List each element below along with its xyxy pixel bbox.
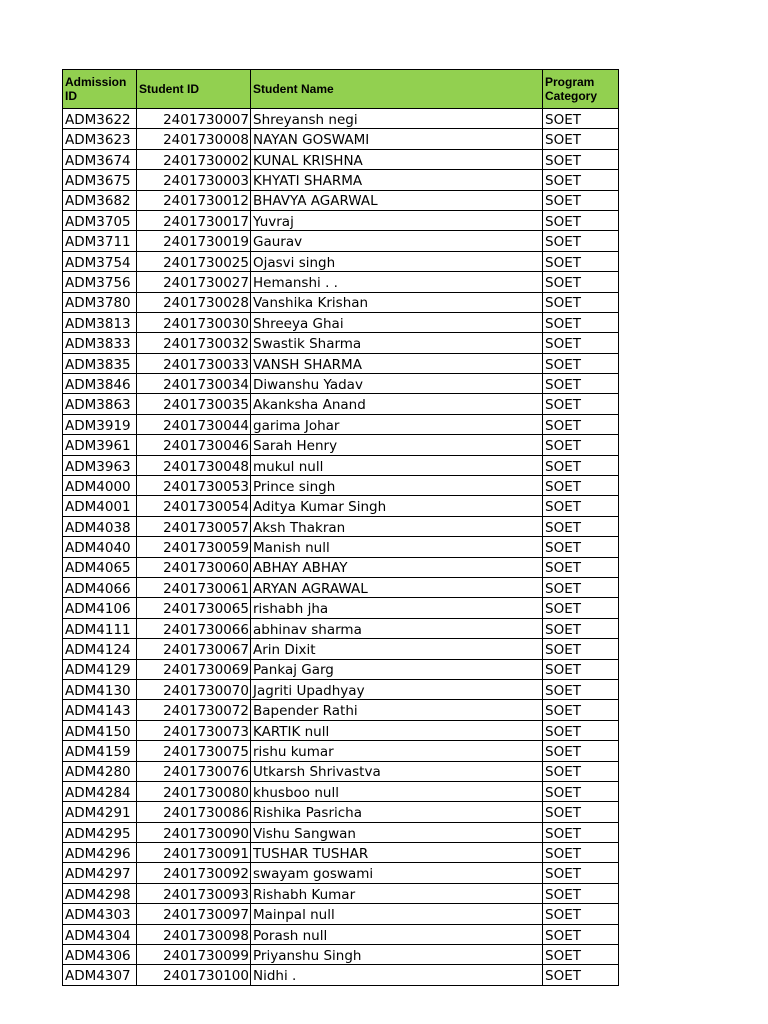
admission-id-cell: ADM3963: [63, 455, 137, 475]
table-row: [63, 700, 619, 720]
program-category-cell: SOET: [543, 476, 619, 496]
student-name-cell: garima Johar: [251, 414, 543, 434]
program-category-cell: SOET: [543, 455, 619, 475]
table-row: [63, 333, 619, 353]
admission-id-cell: ADM3833: [63, 333, 137, 353]
student-name-cell: Aditya Kumar Singh: [251, 496, 543, 516]
program-category-cell: SOET: [543, 516, 619, 536]
admission-id-cell: ADM4000: [63, 476, 137, 496]
admission-id-cell: ADM3705: [63, 210, 137, 230]
admission-id-cell: ADM4038: [63, 516, 137, 536]
admission-id-cell: ADM4065: [63, 557, 137, 577]
student-id-cell: 2401730019: [137, 231, 251, 251]
student-id-cell: 2401730012: [137, 190, 251, 210]
student-id-cell: 2401730098: [137, 924, 251, 944]
program-category-cell: SOET: [543, 231, 619, 251]
student-name-cell: Porash null: [251, 924, 543, 944]
program-category-cell: SOET: [543, 741, 619, 761]
student-name-cell: Arin Dixit: [251, 639, 543, 659]
admission-id-cell: ADM3711: [63, 231, 137, 251]
admission-id-cell: ADM4298: [63, 883, 137, 903]
student-id-cell: 2401730030: [137, 312, 251, 332]
admission-id-cell: ADM4124: [63, 639, 137, 659]
header-row: [63, 70, 619, 109]
student-id-cell: 2401730060: [137, 557, 251, 577]
student-id-cell: 2401730086: [137, 802, 251, 822]
program-category-cell: SOET: [543, 170, 619, 190]
student-name-cell: Akanksha Anand: [251, 394, 543, 414]
student-id-cell: 2401730066: [137, 618, 251, 638]
admission-id-cell: ADM3682: [63, 190, 137, 210]
table-row: [63, 414, 619, 434]
student-name-cell: ARYAN AGRAWAL: [251, 577, 543, 597]
program-category-cell: SOET: [543, 883, 619, 903]
student-name-cell: rishabh jha: [251, 598, 543, 618]
admission-id-cell: ADM4150: [63, 720, 137, 740]
program-category-cell: SOET: [543, 802, 619, 822]
student-id-cell: 2401730073: [137, 720, 251, 740]
student-id-cell: 2401730065: [137, 598, 251, 618]
header-program-category: Program Category: [543, 70, 619, 109]
student-id-cell: 2401730080: [137, 781, 251, 801]
table-row: [63, 945, 619, 965]
admission-id-cell: ADM4296: [63, 843, 137, 863]
table-row: [63, 496, 619, 516]
student-name-cell: ABHAY ABHAY: [251, 557, 543, 577]
student-id-cell: 2401730046: [137, 435, 251, 455]
table-row: [63, 924, 619, 944]
student-name-cell: Rishika Pasricha: [251, 802, 543, 822]
student-name-cell: KUNAL KRISHNA: [251, 149, 543, 169]
table-row: [63, 455, 619, 475]
table-row: [63, 761, 619, 781]
admission-id-cell: ADM4303: [63, 904, 137, 924]
admission-id-cell: ADM4130: [63, 679, 137, 699]
student-id-cell: 2401730093: [137, 883, 251, 903]
program-category-cell: SOET: [543, 965, 619, 985]
table-row: [63, 210, 619, 230]
admission-id-cell: ADM3919: [63, 414, 137, 434]
admission-id-cell: ADM4295: [63, 822, 137, 842]
program-category-cell: SOET: [543, 312, 619, 332]
admission-id-cell: ADM3835: [63, 353, 137, 373]
program-category-cell: SOET: [543, 598, 619, 618]
student-id-cell: 2401730027: [137, 272, 251, 292]
student-table: [62, 69, 619, 986]
admission-id-cell: ADM3780: [63, 292, 137, 312]
admission-id-cell: ADM3754: [63, 251, 137, 271]
student-name-cell: mukul null: [251, 455, 543, 475]
student-name-cell: Sarah Henry: [251, 435, 543, 455]
student-id-cell: 2401730008: [137, 129, 251, 149]
student-name-cell: Prince singh: [251, 476, 543, 496]
program-category-cell: SOET: [543, 149, 619, 169]
student-name-cell: Mainpal null: [251, 904, 543, 924]
student-name-cell: Yuvraj: [251, 210, 543, 230]
student-name-cell: Priyanshu Singh: [251, 945, 543, 965]
student-id-cell: 2401730025: [137, 251, 251, 271]
student-name-cell: Hemanshi . .: [251, 272, 543, 292]
program-category-cell: SOET: [543, 537, 619, 557]
program-category-cell: SOET: [543, 292, 619, 312]
admission-id-cell: ADM3813: [63, 312, 137, 332]
student-id-cell: 2401730054: [137, 496, 251, 516]
program-category-cell: SOET: [543, 843, 619, 863]
program-category-cell: SOET: [543, 414, 619, 434]
admission-id-cell: ADM4297: [63, 863, 137, 883]
table-row: [63, 190, 619, 210]
student-id-cell: 2401730003: [137, 170, 251, 190]
table-row: [63, 557, 619, 577]
program-category-cell: SOET: [543, 210, 619, 230]
table-row: [63, 802, 619, 822]
header-student-id: Student ID: [137, 70, 251, 109]
table-row: [63, 312, 619, 332]
table-row: [63, 170, 619, 190]
admission-id-cell: ADM4307: [63, 965, 137, 985]
student-name-cell: KARTIK null: [251, 720, 543, 740]
student-id-cell: 2401730057: [137, 516, 251, 536]
table-row: [63, 822, 619, 842]
table-row: [63, 149, 619, 169]
student-id-cell: 2401730067: [137, 639, 251, 659]
student-id-cell: 2401730070: [137, 679, 251, 699]
program-category-cell: SOET: [543, 659, 619, 679]
student-id-cell: 2401730053: [137, 476, 251, 496]
program-category-cell: SOET: [543, 945, 619, 965]
table-row: [63, 394, 619, 414]
table-row: [63, 292, 619, 312]
admission-id-cell: ADM3622: [63, 109, 137, 129]
student-name-cell: TUSHAR TUSHAR: [251, 843, 543, 863]
admission-id-cell: ADM4304: [63, 924, 137, 944]
student-id-cell: 2401730033: [137, 353, 251, 373]
table-row: [63, 537, 619, 557]
table-row: [63, 435, 619, 455]
admission-id-cell: ADM4306: [63, 945, 137, 965]
admission-id-cell: ADM4040: [63, 537, 137, 557]
student-name-cell: Vishu Sangwan: [251, 822, 543, 842]
student-name-cell: Ojasvi singh: [251, 251, 543, 271]
student-name-cell: Diwanshu Yadav: [251, 374, 543, 394]
admission-id-cell: ADM4143: [63, 700, 137, 720]
table-row: [63, 843, 619, 863]
table-row: [63, 577, 619, 597]
admission-id-cell: ADM3863: [63, 394, 137, 414]
student-name-cell: abhinav sharma: [251, 618, 543, 638]
admission-id-cell: ADM3961: [63, 435, 137, 455]
program-category-cell: SOET: [543, 781, 619, 801]
program-category-cell: SOET: [543, 394, 619, 414]
table-row: [63, 781, 619, 801]
student-name-cell: Vanshika Krishan: [251, 292, 543, 312]
table-row: [63, 476, 619, 496]
student-name-cell: KHYATI SHARMA: [251, 170, 543, 190]
student-id-cell: 2401730007: [137, 109, 251, 129]
student-name-cell: Gaurav: [251, 231, 543, 251]
table-row: [63, 904, 619, 924]
program-category-cell: SOET: [543, 190, 619, 210]
student-name-cell: Pankaj Garg: [251, 659, 543, 679]
admission-id-cell: ADM3756: [63, 272, 137, 292]
program-category-cell: SOET: [543, 761, 619, 781]
table-row: [63, 863, 619, 883]
table-row: [63, 231, 619, 251]
admission-id-cell: ADM3674: [63, 149, 137, 169]
student-id-cell: 2401730072: [137, 700, 251, 720]
admission-id-cell: ADM3846: [63, 374, 137, 394]
student-id-cell: 2401730028: [137, 292, 251, 312]
program-category-cell: SOET: [543, 904, 619, 924]
student-id-cell: 2401730035: [137, 394, 251, 414]
admission-id-cell: ADM4111: [63, 618, 137, 638]
table-row: [63, 883, 619, 903]
program-category-cell: SOET: [543, 435, 619, 455]
admission-id-cell: ADM3675: [63, 170, 137, 190]
student-name-cell: swayam goswami: [251, 863, 543, 883]
table-row: [63, 516, 619, 536]
student-name-cell: VANSH SHARMA: [251, 353, 543, 373]
admission-id-cell: ADM4106: [63, 598, 137, 618]
table-row: [63, 109, 619, 129]
student-id-cell: 2401730091: [137, 843, 251, 863]
admission-id-cell: ADM4129: [63, 659, 137, 679]
student-name-cell: Aksh Thakran: [251, 516, 543, 536]
table-row: [63, 618, 619, 638]
student-name-cell: rishu kumar: [251, 741, 543, 761]
program-category-cell: SOET: [543, 618, 619, 638]
student-id-cell: 2401730100: [137, 965, 251, 985]
admission-id-cell: ADM4159: [63, 741, 137, 761]
table-row: [63, 598, 619, 618]
student-id-cell: 2401730032: [137, 333, 251, 353]
student-name-cell: Manish null: [251, 537, 543, 557]
table-row: [63, 659, 619, 679]
student-name-cell: Jagriti Upadhyay: [251, 679, 543, 699]
header-admission-id: Admission ID: [63, 70, 137, 109]
program-category-cell: SOET: [543, 700, 619, 720]
student-name-cell: Utkarsh Shrivastva: [251, 761, 543, 781]
program-category-cell: SOET: [543, 374, 619, 394]
table-row: [63, 374, 619, 394]
student-id-cell: 2401730048: [137, 455, 251, 475]
student-id-cell: 2401730044: [137, 414, 251, 434]
admission-id-cell: ADM4066: [63, 577, 137, 597]
student-id-cell: 2401730099: [137, 945, 251, 965]
table-body: [63, 109, 619, 986]
program-category-cell: SOET: [543, 577, 619, 597]
header-student-name: Student Name: [251, 70, 543, 109]
student-name-cell: khusboo null: [251, 781, 543, 801]
program-category-cell: SOET: [543, 496, 619, 516]
admission-id-cell: ADM3623: [63, 129, 137, 149]
program-category-cell: SOET: [543, 353, 619, 373]
student-id-cell: 2401730034: [137, 374, 251, 394]
program-category-cell: SOET: [543, 720, 619, 740]
table-row: [63, 741, 619, 761]
student-name-cell: Swastik Sharma: [251, 333, 543, 353]
program-category-cell: SOET: [543, 129, 619, 149]
admission-id-cell: ADM4001: [63, 496, 137, 516]
table-row: [63, 720, 619, 740]
student-name-cell: Rishabh Kumar: [251, 883, 543, 903]
table-row: [63, 251, 619, 271]
table-row: [63, 129, 619, 149]
program-category-cell: SOET: [543, 272, 619, 292]
student-id-cell: 2401730017: [137, 210, 251, 230]
program-category-cell: SOET: [543, 333, 619, 353]
student-id-cell: 2401730075: [137, 741, 251, 761]
program-category-cell: SOET: [543, 251, 619, 271]
program-category-cell: SOET: [543, 109, 619, 129]
admission-id-cell: ADM4280: [63, 761, 137, 781]
student-id-cell: 2401730069: [137, 659, 251, 679]
table-row: [63, 639, 619, 659]
student-id-cell: 2401730061: [137, 577, 251, 597]
student-id-cell: 2401730090: [137, 822, 251, 842]
student-name-cell: Shreyansh negi: [251, 109, 543, 129]
admission-id-cell: ADM4291: [63, 802, 137, 822]
program-category-cell: SOET: [543, 639, 619, 659]
program-category-cell: SOET: [543, 863, 619, 883]
student-name-cell: Shreeya Ghai: [251, 312, 543, 332]
program-category-cell: SOET: [543, 679, 619, 699]
program-category-cell: SOET: [543, 822, 619, 842]
student-id-cell: 2401730002: [137, 149, 251, 169]
table-row: [63, 272, 619, 292]
student-name-cell: Bapender Rathi: [251, 700, 543, 720]
table-row: [63, 679, 619, 699]
program-category-cell: SOET: [543, 557, 619, 577]
student-name-cell: Nidhi .: [251, 965, 543, 985]
student-name-cell: BHAVYA AGARWAL: [251, 190, 543, 210]
student-id-cell: 2401730076: [137, 761, 251, 781]
program-category-cell: SOET: [543, 924, 619, 944]
student-id-cell: 2401730059: [137, 537, 251, 557]
table-row: [63, 353, 619, 373]
student-id-cell: 2401730097: [137, 904, 251, 924]
student-id-cell: 2401730092: [137, 863, 251, 883]
admission-id-cell: ADM4284: [63, 781, 137, 801]
student-name-cell: NAYAN GOSWAMI: [251, 129, 543, 149]
table-row: [63, 965, 619, 985]
